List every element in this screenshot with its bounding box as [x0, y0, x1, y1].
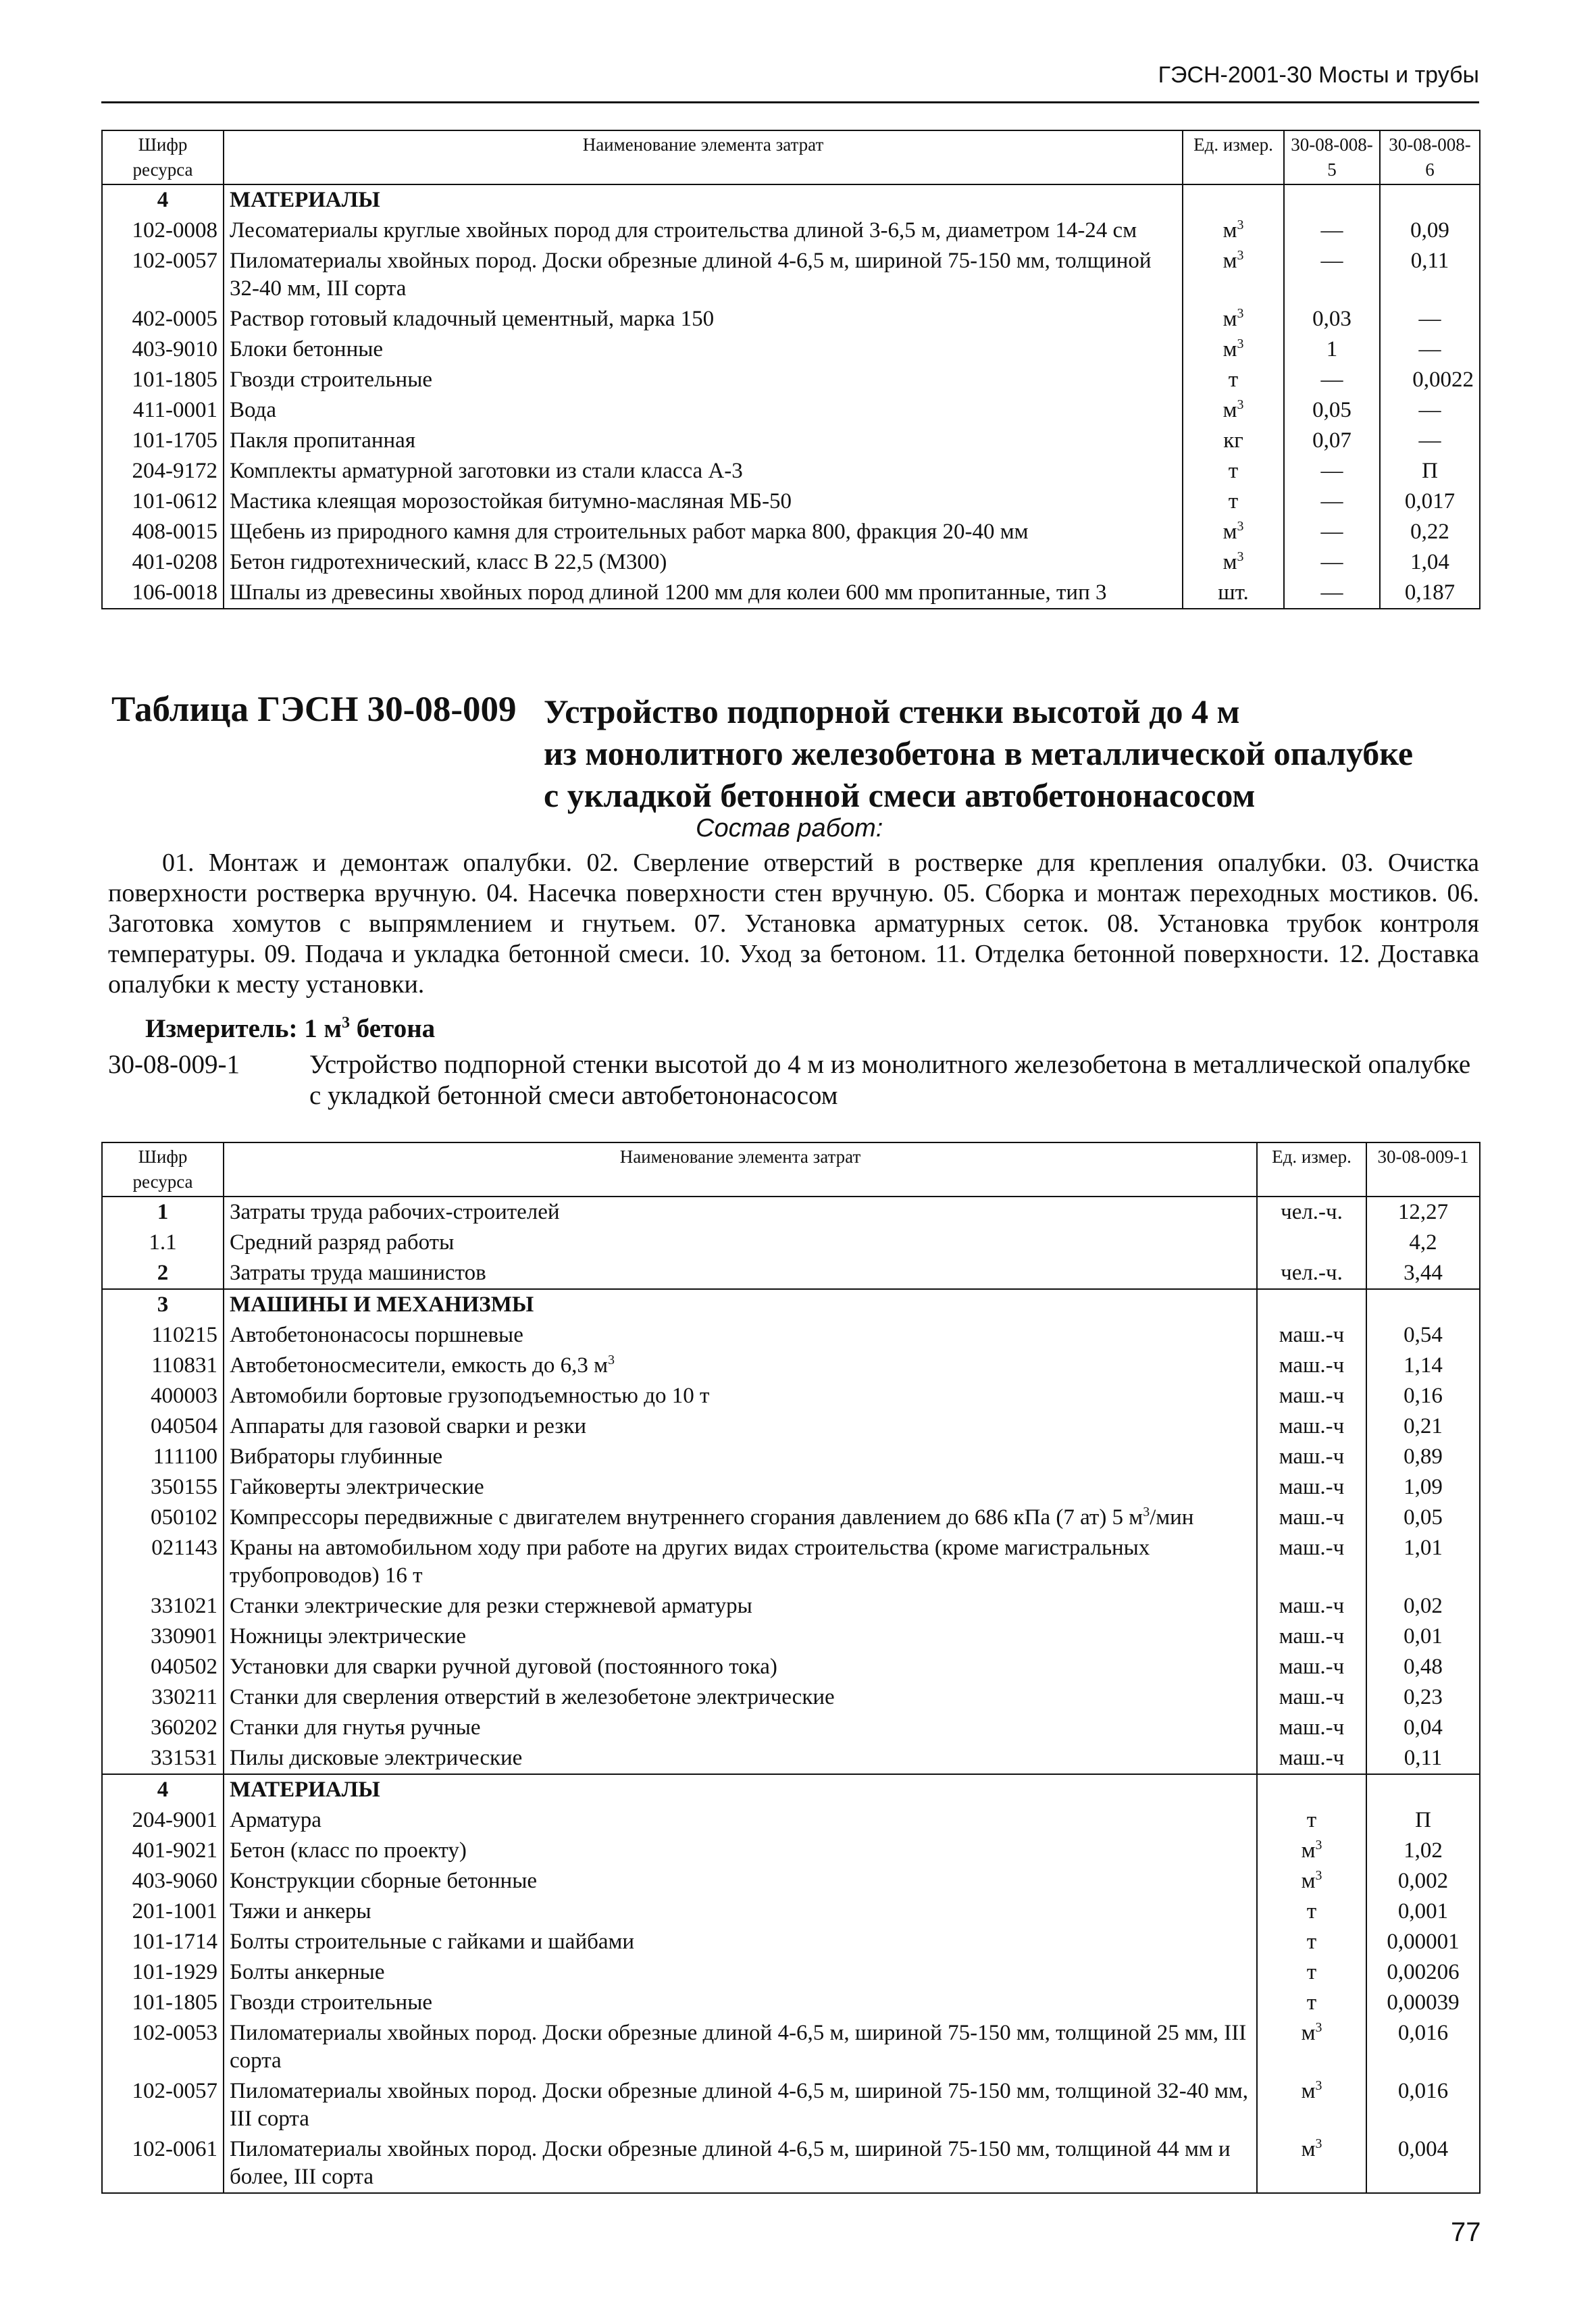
name-cell: Комплекты арматурной заготовки из стали класса А-3: [224, 456, 1183, 486]
unit-cell: $м^3$: [1183, 547, 1284, 578]
name-cell: Гайковерты электрические: [224, 1472, 1257, 1503]
code-cell: 101-1805: [102, 1988, 224, 2018]
unit-cell: $м^3$: [1183, 517, 1284, 547]
section-row-materials: [102, 1774, 1480, 1805]
table-row: [102, 1197, 1480, 1228]
name-cell: Раствор готовый кладочный цементный, марка 150: [224, 304, 1183, 334]
table-row: [102, 2018, 1480, 2076]
unit-cell: маш.-ч: [1257, 1713, 1366, 1743]
code-cell: 021143: [102, 1533, 224, 1591]
name-cell: Средний разряд работы: [224, 1228, 1257, 1258]
value-cell: —: [1284, 246, 1380, 304]
col-header-code: Шифр ресурса: [102, 130, 224, 184]
col-header-norm-2: 30-08-008-6: [1380, 130, 1480, 184]
unit-cell: чел.-ч.: [1257, 1197, 1366, 1228]
table-heading: [544, 690, 1489, 816]
code-cell: 204-9172: [102, 456, 224, 486]
code-cell: 331021: [102, 1591, 224, 1621]
code-cell: 402-0005: [102, 304, 224, 334]
table-row: [102, 1896, 1480, 1927]
table-title: Таблица ГЭСН 30-08-009: [111, 690, 517, 729]
code-cell: 403-9060: [102, 1866, 224, 1896]
unit-cell: $м^3$: [1257, 1836, 1366, 1866]
value-cell: 0,09: [1380, 216, 1480, 246]
col-header-unit: Ед. измер.: [1183, 130, 1284, 184]
unit-cell: маш.-ч: [1257, 1351, 1366, 1381]
section-title: МАТЕРИАЛЫ: [224, 1774, 1257, 1805]
unit-cell: $м^3$: [1257, 2076, 1366, 2134]
value-cell: 1,09: [1366, 1472, 1480, 1503]
value-cell: 0,23: [1366, 1682, 1480, 1713]
table-row: [102, 304, 1480, 334]
value-cell: —: [1380, 334, 1480, 365]
table-header-row: [102, 130, 1480, 184]
name-cell: Вода: [224, 395, 1183, 426]
value-cell: 0,016: [1366, 2018, 1480, 2076]
col-header-norm: 30-08-009-1: [1366, 1142, 1480, 1197]
code-cell: 330901: [102, 1621, 224, 1652]
table-row: [102, 1228, 1480, 1258]
unit-cell: маш.-ч: [1257, 1411, 1366, 1442]
name-cell: Гвозди строительные: [224, 1988, 1257, 2018]
table-row: [102, 216, 1480, 246]
value-cell: 0,00039: [1366, 1988, 1480, 2018]
unit-cell: $м^3$: [1183, 304, 1284, 334]
table-row: [102, 1927, 1480, 1957]
table-row: [102, 1258, 1480, 1289]
code-cell: 330211: [102, 1682, 224, 1713]
unit-cell: т: [1257, 1927, 1366, 1957]
section-code: 3: [102, 1289, 224, 1320]
value-cell: 0,016: [1366, 2076, 1480, 2134]
unit-cell: $м^3$: [1183, 395, 1284, 426]
value-cell: 0,002: [1366, 1866, 1480, 1896]
resource-table-1: [101, 130, 1481, 609]
name-cell: Болты анкерные: [224, 1957, 1257, 1988]
unit-cell: маш.-ч: [1257, 1320, 1366, 1351]
value-cell: 0,07: [1284, 426, 1380, 456]
table-row: [102, 1533, 1480, 1591]
table-row: [102, 1591, 1480, 1621]
table-row: [102, 246, 1480, 304]
value-cell: 4,2: [1366, 1228, 1480, 1258]
code-cell: 403-9010: [102, 334, 224, 365]
name-cell: Мастика клеящая морозостойкая битумно-масляная МБ-50: [224, 486, 1183, 517]
table-row: [102, 426, 1480, 456]
header-rule: [101, 101, 1479, 103]
code-cell: 400003: [102, 1381, 224, 1411]
table-row: [102, 2076, 1480, 2134]
name-cell: Станки для сверления отверстий в железобетоне электрические: [224, 1682, 1257, 1713]
value-cell: П: [1380, 456, 1480, 486]
table-row: [102, 1442, 1480, 1472]
name-cell: Затраты труда машинистов: [224, 1258, 1257, 1289]
unit-cell: кг: [1183, 426, 1284, 456]
table-body: [102, 184, 1480, 609]
value-cell: 0,21: [1366, 1411, 1480, 1442]
value-cell: 1: [1284, 334, 1380, 365]
value-cell: 0,017: [1380, 486, 1480, 517]
name-cell: Краны на автомобильном ходу при работе на других видах строительства (кроме магистральных трубопроводов) 16 т: [224, 1533, 1257, 1591]
value-cell: —: [1380, 395, 1480, 426]
code-cell: 101-1705: [102, 426, 224, 456]
unit-cell: маш.-ч: [1257, 1743, 1366, 1774]
name-cell: Автомобили бортовые грузоподъемностью до 10 т: [224, 1381, 1257, 1411]
unit-cell: маш.-ч: [1257, 1442, 1366, 1472]
code-cell: 360202: [102, 1713, 224, 1743]
unit-cell: т: [1183, 365, 1284, 395]
code-cell: 401-9021: [102, 1836, 224, 1866]
value-cell: 0,05: [1366, 1503, 1480, 1533]
unit-cell: маш.-ч: [1257, 1652, 1366, 1682]
table-row: [102, 1472, 1480, 1503]
value-cell: 0,001: [1366, 1896, 1480, 1927]
table-row: [102, 365, 1480, 395]
name-cell: Тяжи и анкеры: [224, 1896, 1257, 1927]
unit-cell: маш.-ч: [1257, 1533, 1366, 1591]
value-cell: —: [1284, 365, 1380, 395]
name-cell: Пиломатериалы хвойных пород. Доски обрезные длиной 4-6,5 м, шириной 75-150 мм, толщиной 32-40 мм, III сорта: [224, 246, 1183, 304]
value-cell: 0,03: [1284, 304, 1380, 334]
table-row: [102, 1621, 1480, 1652]
value-cell: 0,54: [1366, 1320, 1480, 1351]
col-header-norm-1: 30-08-008-5: [1284, 130, 1380, 184]
unit-cell: [1257, 1228, 1366, 1258]
value-cell: 0,0022: [1380, 365, 1480, 395]
code-cell: 204-9001: [102, 1805, 224, 1836]
norm-name: Устройство подпорной стенки высотой до 4 м из монолитного железобетона в металлической опалубке с укладкой бетонной смеси автобетононасосом: [309, 1050, 1471, 1110]
code-cell: 040502: [102, 1652, 224, 1682]
section-title: МАШИНЫ И МЕХАНИЗМЫ: [224, 1289, 1257, 1320]
code-cell: 102-0061: [102, 2134, 224, 2193]
name-cell: Пилы дисковые электрические: [224, 1743, 1257, 1774]
table-row: [102, 486, 1480, 517]
resource-table-2: [101, 1142, 1481, 2194]
unit-cell: $м^3$: [1183, 216, 1284, 246]
col-header-code: Шифр ресурса: [102, 1142, 224, 1197]
value-cell: 0,11: [1366, 1743, 1480, 1774]
code-cell: 1.1: [102, 1228, 224, 1258]
code-cell: 2: [102, 1258, 224, 1289]
code-cell: 110831: [102, 1351, 224, 1381]
section-code: 4: [102, 184, 224, 216]
section-row-machines: [102, 1289, 1480, 1320]
code-cell: 102-0053: [102, 2018, 224, 2076]
value-cell: —: [1284, 216, 1380, 246]
unit-cell: $м^3$: [1183, 246, 1284, 304]
table-row: [102, 1411, 1480, 1442]
name-cell: Болты строительные с гайками и шайбами: [224, 1927, 1257, 1957]
code-cell: 411-0001: [102, 395, 224, 426]
name-cell: Ножницы электрические: [224, 1621, 1257, 1652]
name-cell: Станки электрические для резки стержневой арматуры: [224, 1591, 1257, 1621]
col-header-unit: Ед. измер.: [1257, 1142, 1366, 1197]
table-row: [102, 334, 1480, 365]
name-cell: Пакля пропитанная: [224, 426, 1183, 456]
table-row: [102, 1713, 1480, 1743]
table-row: [102, 578, 1480, 609]
table-header-row: [102, 1142, 1480, 1197]
name-cell: Шпалы из древесины хвойных пород длиной 1200 мм для колеи 600 мм пропитанные, тип 3: [224, 578, 1183, 609]
measure-unit: Измеритель: 1 $м^3$ бетона: [145, 1014, 436, 1043]
unit-cell: т: [1183, 486, 1284, 517]
value-cell: —: [1284, 517, 1380, 547]
table-row: [102, 517, 1480, 547]
unit-cell: маш.-ч: [1257, 1381, 1366, 1411]
unit-cell: т: [1257, 1988, 1366, 2018]
value-cell: 1,01: [1366, 1533, 1480, 1591]
unit-cell: чел.-ч.: [1257, 1258, 1366, 1289]
code-cell: 111100: [102, 1442, 224, 1472]
value-cell: —: [1284, 547, 1380, 578]
running-header: ГЭСН-2001-30 Мосты и трубы: [1158, 62, 1479, 88]
section-title: МАТЕРИАЛЫ: [224, 184, 1183, 216]
code-cell: 401-0208: [102, 547, 224, 578]
code-cell: 331531: [102, 1743, 224, 1774]
value-cell: 1,02: [1366, 1836, 1480, 1866]
name-cell: Бетон (класс по проекту): [224, 1836, 1257, 1866]
value-cell: 3,44: [1366, 1258, 1480, 1289]
unit-cell: $м^3$: [1257, 2134, 1366, 2193]
value-cell: 0,00206: [1366, 1957, 1480, 1988]
code-cell: 102-0057: [102, 2076, 224, 2134]
code-cell: 1: [102, 1197, 224, 1228]
name-cell: Автобетоносмесители, емкость до 6,3 $м^3$: [224, 1351, 1257, 1381]
col-header-name: Наименование элемента затрат: [224, 130, 1183, 184]
value-cell: 0,004: [1366, 2134, 1480, 2193]
table-row: [102, 1805, 1480, 1836]
unit-cell: $м^3$: [1257, 1866, 1366, 1896]
table-body: [102, 1197, 1480, 2193]
name-cell: Установки для сварки ручной дуговой (постоянного тока): [224, 1652, 1257, 1682]
works-label: Состав работ:: [696, 814, 883, 842]
name-cell: Лесоматериалы круглые хвойных пород для строительства длиной 3-6,5 м, диаметром 14-24 см: [224, 216, 1183, 246]
value-cell: 0,187: [1380, 578, 1480, 609]
value-cell: 0,16: [1366, 1381, 1480, 1411]
page-number: 77: [1451, 2217, 1481, 2247]
name-cell: Пиломатериалы хвойных пород. Доски обрезные длиной 4-6,5 м, шириной 75-150 мм, толщиной 25 мм, III сорта: [224, 2018, 1257, 2076]
code-cell: 101-1714: [102, 1927, 224, 1957]
code-cell: 040504: [102, 1411, 224, 1442]
value-cell: —: [1284, 456, 1380, 486]
value-cell: 0,22: [1380, 517, 1480, 547]
value-cell: 0,11: [1380, 246, 1480, 304]
name-cell: Конструкции сборные бетонные: [224, 1866, 1257, 1896]
name-cell: Гвозди строительные: [224, 365, 1183, 395]
unit-cell: маш.-ч: [1257, 1472, 1366, 1503]
code-cell: 101-0612: [102, 486, 224, 517]
code-cell: 101-1805: [102, 365, 224, 395]
unit-cell: маш.-ч: [1257, 1591, 1366, 1621]
table-row: [102, 1836, 1480, 1866]
table-row: [102, 1988, 1480, 2018]
name-cell: Автобетононасосы поршневые: [224, 1320, 1257, 1351]
table-heading-line-3: с укладкой бетонной смеси автобетононасосом: [544, 776, 1256, 814]
norm-code: 30-08-009-1: [108, 1050, 240, 1079]
value-cell: —: [1284, 578, 1380, 609]
table-row: [102, 1320, 1480, 1351]
unit-cell: т: [1257, 1896, 1366, 1927]
table-row: [102, 1743, 1480, 1774]
table-row: [102, 2134, 1480, 2193]
unit-cell: т: [1257, 1957, 1366, 1988]
name-cell: Бетон гидротехнический, класс В 22,5 (М300): [224, 547, 1183, 578]
value-cell: —: [1380, 304, 1480, 334]
table-heading-line-1: Устройство подпорной стенки высотой до 4 м: [544, 693, 1240, 730]
unit-cell: $м^3$: [1183, 334, 1284, 365]
value-cell: 0,01: [1366, 1621, 1480, 1652]
section-row-materials: [102, 184, 1480, 216]
unit-cell: шт.: [1183, 578, 1284, 609]
name-cell: Вибраторы глубинные: [224, 1442, 1257, 1472]
table-row: [102, 456, 1480, 486]
table-row: [102, 395, 1480, 426]
name-cell: Пиломатериалы хвойных пород. Доски обрезные длиной 4-6,5 м, шириной 75-150 мм, толщиной 44 мм и более, III сорта: [224, 2134, 1257, 2193]
table-row: [102, 1381, 1480, 1411]
name-cell: Пиломатериалы хвойных пород. Доски обрезные длиной 4-6,5 м, шириной 75-150 мм, толщиной 32-40 мм, III сорта: [224, 2076, 1257, 2134]
value-cell: —: [1284, 486, 1380, 517]
name-cell: Щебень из природного камня для строительных работ марка 800, фракция 20-40 мм: [224, 517, 1183, 547]
unit-cell: маш.-ч: [1257, 1621, 1366, 1652]
code-cell: 350155: [102, 1472, 224, 1503]
table-row: [102, 547, 1480, 578]
value-cell: —: [1380, 426, 1480, 456]
table-row: [102, 1957, 1480, 1988]
table-heading-line-2: из монолитного железобетона в металлической опалубке: [544, 734, 1414, 772]
name-cell: Компрессоры передвижные с двигателем внутреннего сгорания давлением до 686 кПа (7 ат) 5 $м^3$/мин: [224, 1503, 1257, 1533]
value-cell: 0,04: [1366, 1713, 1480, 1743]
value-cell: 0,02: [1366, 1591, 1480, 1621]
name-cell: Станки для гнутья ручные: [224, 1713, 1257, 1743]
code-cell: 050102: [102, 1503, 224, 1533]
table-row: [102, 1351, 1480, 1381]
unit-cell: т: [1183, 456, 1284, 486]
table-row: [102, 1866, 1480, 1896]
name-cell: Аппараты для газовой сварки и резки: [224, 1411, 1257, 1442]
unit-cell: маш.-ч: [1257, 1503, 1366, 1533]
unit-cell: т: [1257, 1805, 1366, 1836]
value-cell: П: [1366, 1805, 1480, 1836]
table-row: [102, 1682, 1480, 1713]
code-cell: 201-1001: [102, 1896, 224, 1927]
code-cell: 102-0057: [102, 246, 224, 304]
name-cell: Затраты труда рабочих-строителей: [224, 1197, 1257, 1228]
code-cell: 102-0008: [102, 216, 224, 246]
name-cell: Блоки бетонные: [224, 334, 1183, 365]
unit-cell: $м^3$: [1257, 2018, 1366, 2076]
value-cell: 1,04: [1380, 547, 1480, 578]
code-cell: 106-0018: [102, 578, 224, 609]
works-text: 01. Монтаж и демонтаж опалубки. 02. Сверление отверстий в ростверке для крепления опалубки. 03. Очистка поверхности ростверка вручную. 04. Насечка поверхности стен вручную. 05. Сборка и монтаж переходных мостиков. 06. Заготовка хомутов с выпрямлением и гнутьем. 07. Установка арматурных сеток. 08. Установка трубок контроля температуры. 09. Подача и укладка бетонной смеси. 10. Уход за бетоном. 11. Отделка бетонной поверхности. 12. Доставка опалубки к месту установки.: [108, 849, 1479, 999]
value-cell: 0,05: [1284, 395, 1380, 426]
value-cell: 0,00001: [1366, 1927, 1480, 1957]
col-header-name: Наименование элемента затрат: [224, 1142, 1257, 1197]
value-cell: 0,89: [1366, 1442, 1480, 1472]
name-cell: Арматура: [224, 1805, 1257, 1836]
code-cell: 110215: [102, 1320, 224, 1351]
section-code: 4: [102, 1774, 224, 1805]
value-cell: 0,48: [1366, 1652, 1480, 1682]
value-cell: 12,27: [1366, 1197, 1480, 1228]
value-cell: 1,14: [1366, 1351, 1480, 1381]
code-cell: 408-0015: [102, 517, 224, 547]
unit-cell: маш.-ч: [1257, 1682, 1366, 1713]
code-cell: 101-1929: [102, 1957, 224, 1988]
table-row: [102, 1503, 1480, 1533]
table-row: [102, 1652, 1480, 1682]
